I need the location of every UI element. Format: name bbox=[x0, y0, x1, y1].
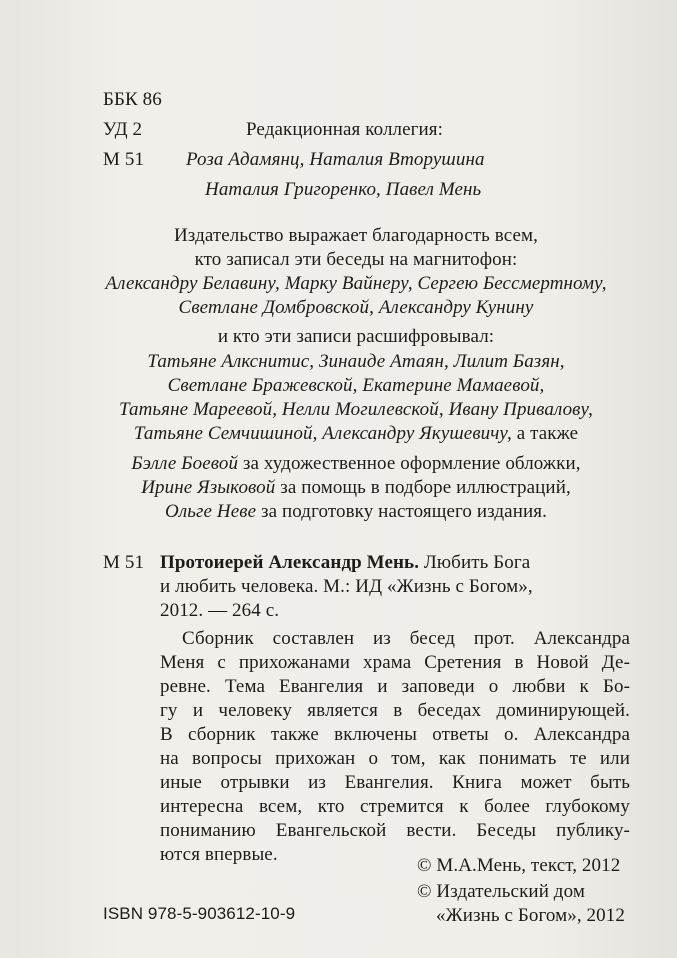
ack-transcribers-line1: Татьяне Алкснитис, Зинаиде Атаян, Лилит Базян, bbox=[147, 351, 565, 372]
ack-transcribers-line4-names: Татьяне Семчишиной, Александру Якушевичу, bbox=[133, 423, 512, 444]
ack-transcribers-line2: Светлане Бражевской, Екатерине Мамаевой, bbox=[167, 375, 545, 396]
m-code: М 51 bbox=[103, 149, 145, 170]
catalog-title-line1 bbox=[160, 553, 530, 572]
abstract-line: ревне. Тема Евангелия и заповеди о любви к Бо- bbox=[160, 676, 630, 697]
ack-prep-name: Ольге Неве bbox=[165, 501, 257, 522]
ack-transcribers-line3: Татьяне Мареевой, Нелли Могилевской, Ивану Привалову, bbox=[119, 399, 593, 420]
abstract-line: пониманию Евангельской вести. Беседы публику- bbox=[160, 820, 630, 841]
abstract-line: ются впервые. bbox=[160, 844, 278, 865]
abstract-line: гу и человеку является в беседах доминирующей. bbox=[160, 700, 630, 721]
ack-cover-name: Бэлле Боевой bbox=[131, 453, 239, 474]
ack-transcribers-line4-tail: а также bbox=[511, 423, 579, 444]
ack-prep-text: за подготовку настоящего издания. bbox=[256, 501, 547, 522]
ack-illus-credit bbox=[96, 478, 616, 497]
catalog-title-line2: и любить человека. М.: ИД «Жизнь с Богом», bbox=[160, 576, 533, 597]
editorial-heading: Редакционная коллегия: bbox=[246, 119, 444, 140]
ack-illus-name: Ирине Языковой bbox=[141, 477, 276, 498]
catalog-code: М 51 bbox=[103, 552, 145, 573]
abstract-line: Меня с прихожанами храма Сретения в Новой Де- bbox=[160, 652, 630, 673]
editorial-names-line2: Наталия Григоренко, Павел Мень bbox=[205, 179, 482, 200]
abstract-line: В сборник также включены ответы о. Александра bbox=[160, 724, 630, 745]
ack-transcribers-line4 bbox=[96, 424, 616, 443]
ack-recorders-line1: Александру Белавину, Марку Вайнеру, Сергею Бессмертному, bbox=[105, 273, 607, 294]
ack-line3: и кто эти записи расшифровывал: bbox=[217, 326, 495, 347]
ack-line2: кто записал эти беседы на магнитофон: bbox=[194, 249, 518, 270]
copyright-publisher-name: «Жизнь с Богом», 2012 bbox=[436, 905, 625, 926]
abstract-line: на вопросы прихожан о том, как понимать те или bbox=[160, 748, 630, 769]
bbk-code: ББК 86 bbox=[103, 89, 162, 110]
ack-prep-credit bbox=[96, 502, 616, 521]
ack-recorders-line2: Светлане Домбровской, Александру Кунину bbox=[178, 297, 534, 318]
abstract-line: иные отрывки из Евангелия. Книга может быть bbox=[160, 772, 630, 793]
editorial-names-line1: Роза Адамянц, Наталия Вторушина bbox=[186, 149, 485, 170]
copyright-author: © М.А.Мень, текст, 2012 bbox=[417, 855, 621, 876]
isbn: ISBN 978-5-903612-10-9 bbox=[103, 904, 296, 923]
catalog-title-line3: 2012. — 264 с. bbox=[160, 600, 280, 621]
ack-illus-text: за помощь в подборе иллюстраций, bbox=[275, 477, 571, 498]
catalog-author: Протоиерей Александр Мень. bbox=[160, 552, 420, 573]
catalog-title-rest: Любить Бога bbox=[419, 552, 531, 573]
ack-cover-text: за художественное оформление обложки, bbox=[238, 453, 581, 474]
ack-cover-credit bbox=[96, 454, 616, 473]
abstract-line: интересна всем, кто стремится к более глубокому bbox=[160, 796, 630, 817]
ud-code: УД 2 bbox=[103, 119, 143, 140]
copyright-publisher: © Издательский дом bbox=[417, 881, 585, 902]
abstract-line: Сборник составлен из бесед прот. Александра bbox=[182, 628, 630, 649]
ack-line1: Издательство выражает благодарность всем, bbox=[173, 225, 539, 246]
